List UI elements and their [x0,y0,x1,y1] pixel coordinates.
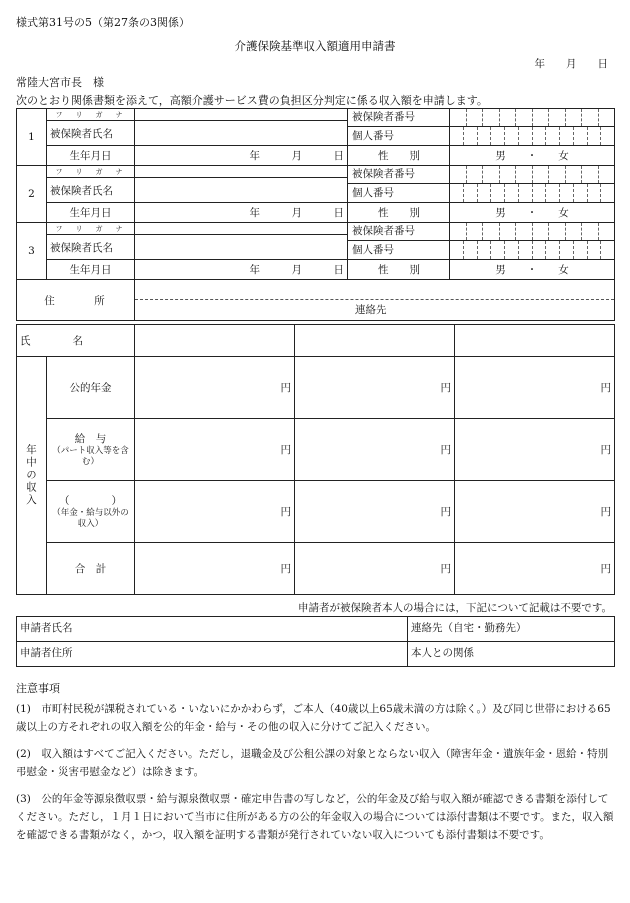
form-number: 様式第31号の5（第27条の3関係） [16,16,190,29]
income-row-label [47,357,135,419]
applicant-relation-field[interactable] [408,642,615,667]
income-amount-3[interactable]: 円 [455,543,615,595]
address-field[interactable] [135,280,615,321]
personal-number-digits[interactable] [450,184,614,202]
applicant-name-field[interactable] [17,617,408,642]
income-name-2[interactable] [295,325,455,357]
income-row-title: 給 与 [74,433,107,445]
contact-label: 連絡先 [355,304,387,316]
insured-number-digits[interactable] [450,109,614,127]
notes-list [16,700,614,853]
applicant-address-label: 申請者住所 [20,647,73,659]
income-amount-2[interactable]: 円 [295,481,455,543]
income-amount-1[interactable]: 円 [135,481,295,543]
insured-name-label: 被保険者氏名 [47,235,135,260]
applicant-note: 申請者が被保険者本人の場合には，下記について記載は不要です。 [298,602,612,614]
income-amount-3[interactable]: 円 [455,419,615,481]
insured-row-number: 3 [17,223,47,280]
form-title: 介護保険基準収入額適用申請書 [234,39,396,53]
personal-number-label: 個人番号 [352,130,394,142]
insured-row-number: 2 [17,166,47,223]
income-row-label [47,419,135,481]
insured-number-digits[interactable] [450,223,614,241]
insured-table [16,108,615,321]
income-name-3[interactable] [455,325,615,357]
birth-label: 生年月日 [47,146,135,166]
personal-number-digits[interactable] [450,127,614,145]
income-table [16,324,615,595]
furigana-field[interactable] [135,223,348,235]
note-item: (1) 市町村民税が課税されている・いないにかかわらず，ご本人（40歳以上65歳未満の方は除く。）及び同じ世帯における65歳以上の方それぞれの収入額を公的年金・給与・その他の収入に分けてご記入ください。 [16,703,611,733]
furigana-field[interactable] [135,166,348,178]
insured-name-label: 被保険者氏名 [47,178,135,203]
insured-number-digits[interactable] [450,166,614,184]
applicant-relation-label: 本人との関係 [411,647,474,659]
income-row-title: 公的年金 [69,382,112,394]
income-amount-2[interactable]: 円 [295,419,455,481]
insured-name-label: 被保険者氏名 [47,121,135,146]
furigana-label: フ リ ガ ナ [47,223,135,235]
personal-number-label: 個人番号 [352,187,394,199]
birth-field[interactable]: 年 月 日 [135,146,348,166]
birth-field[interactable]: 年 月 日 [135,260,348,280]
insured-name-field[interactable] [135,121,348,146]
number-boxes[interactable] [450,109,615,146]
income-row-title: 合 計 [74,563,107,575]
sex-field[interactable]: 男 ・ 女 [450,260,615,280]
sex-label: 性 別 [348,203,450,223]
furigana-label: フ リ ガ ナ [47,166,135,178]
applicant-contact-field[interactable] [408,617,615,642]
income-row-sub: （年金・給与以外の収入） [52,508,129,529]
income-name-label: 氏 名 [17,325,135,357]
birth-field[interactable]: 年 月 日 [135,203,348,223]
sex-field[interactable]: 男 ・ 女 [450,146,615,166]
note-item: (3) 公的年金等源泉徴収票・給与源泉徴収票・確定申告書の写しなど，公的年金及び給与収入額が確認できる書類を添付してください。ただし，１月１日において当市に住所がある方の公的年金収入の場合については添付書類は不要です。また，収入額を確認できる書類がなく，かつ，収入額を証明する書類が発行されていない収入についても添付書類は不要です。 [16,793,614,841]
insured-number-label: 被保険者番号 [348,223,449,241]
income-row-sub: （パート収入等を含む） [52,446,129,467]
intro-text: 次のとおり関係書類を添えて，高額介護サービス費の負担区分判定に係る収入額を申請します。 [16,94,488,107]
note-item: (2) 収入額はすべてご記入ください。ただし，退職金及び公租公課の対象とならない収入（障害年金・遺族年金・恩給・特別弔慰金・災害弔慰金など）は除きます。 [16,748,609,778]
personal-number-digits[interactable] [450,241,614,259]
income-amount-1[interactable]: 円 [135,357,295,419]
birth-label: 生年月日 [47,203,135,223]
income-row-title: （ ） [59,495,122,507]
insured-number-label: 被保険者番号 [348,166,449,184]
address-label: 住 所 [17,280,135,321]
insured-row-number: 1 [17,109,47,166]
income-side-label: 年中の収入 [17,357,47,595]
income-row-label [47,543,135,595]
insured-name-field[interactable] [135,178,348,203]
insured-number-label: 被保険者番号 [348,109,449,127]
labels-cell [348,223,450,260]
birth-label: 生年月日 [47,260,135,280]
income-amount-2[interactable]: 円 [295,357,455,419]
income-amount-3[interactable]: 円 [455,357,615,419]
applicant-address-field[interactable] [17,642,408,667]
furigana-field[interactable] [135,109,348,121]
number-boxes[interactable] [450,166,615,203]
income-amount-1[interactable]: 円 [135,419,295,481]
sex-label: 性 別 [348,260,450,280]
number-boxes[interactable] [450,223,615,260]
sex-field[interactable]: 男 ・ 女 [450,203,615,223]
furigana-label: フ リ ガ ナ [47,109,135,121]
sex-label: 性 別 [348,146,450,166]
labels-cell [348,109,450,146]
insured-name-field[interactable] [135,235,348,260]
personal-number-label: 個人番号 [352,244,394,256]
income-amount-2[interactable]: 円 [295,543,455,595]
application-date[interactable]: 年 月 日 [534,58,608,70]
applicant-name-label: 申請者氏名 [20,622,73,634]
income-amount-1[interactable]: 円 [135,543,295,595]
income-name-1[interactable] [135,325,295,357]
applicant-table [16,616,615,667]
income-row-label [47,481,135,543]
notes-heading: 注意事項 [16,682,60,695]
applicant-contact-label: 連絡先（自宅・勤務先） [411,622,527,634]
addressee: 常陸大宮市長 様 [16,76,104,89]
labels-cell [348,166,450,203]
income-amount-3[interactable]: 円 [455,481,615,543]
